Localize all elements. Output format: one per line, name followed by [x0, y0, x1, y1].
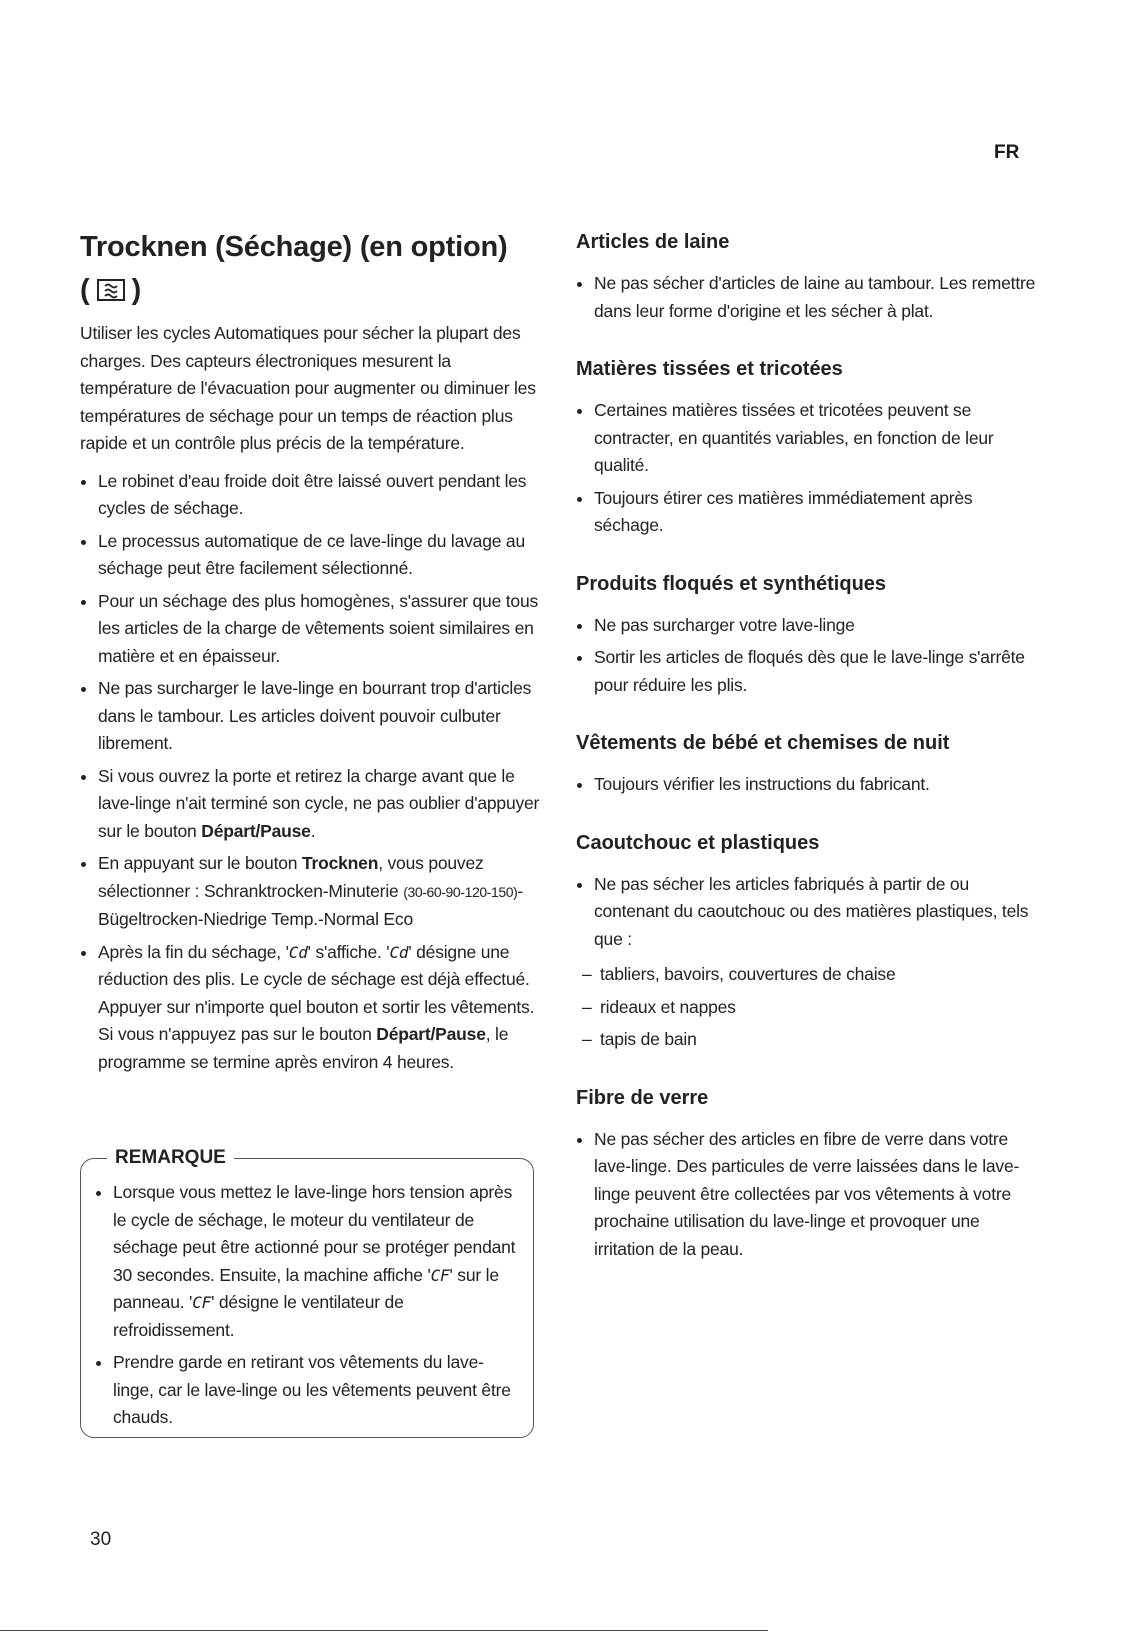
language-label: FR	[994, 142, 1020, 163]
text-run: ' désigne le ventilateur de refroidissement.	[113, 1292, 404, 1340]
display-code-cf: CF	[192, 1293, 212, 1312]
text-run: Après la fin du séchage, '	[98, 941, 289, 962]
note-box	[80, 1147, 534, 1438]
rubber-examples	[576, 961, 1036, 1054]
display-code-cf: CF	[430, 1265, 450, 1285]
list-item	[95, 1179, 523, 1344]
dry-program-icon	[96, 277, 126, 303]
symbol-open-paren: (	[80, 274, 90, 306]
text-run: ' s'affiche. '	[307, 941, 390, 962]
text-run: Si vous ouvrez la porte et retirez la charge avant que le lave-linge n'ait terminé son cycle, ne pas oublier d'appuyer sur le bouton	[98, 765, 540, 841]
dry-symbol-line	[80, 272, 540, 308]
list-item	[80, 939, 540, 1077]
trocknen-label: Trocknen	[301, 853, 379, 873]
list-item: Sortir les articles de floqués dès que le lave-linge s'arrête pour réduire les plis.	[576, 644, 1036, 699]
bottom-rule	[0, 1630, 768, 1631]
list-item	[80, 763, 540, 846]
section-knits	[576, 355, 1036, 540]
text-run: ' sur le panneau. '	[113, 1264, 499, 1312]
section-heading: Articles de laine	[576, 231, 730, 253]
start-pause-label: Départ/Pause	[201, 820, 311, 841]
timer-options: (30-60-90-120-150)	[403, 883, 518, 900]
note-bullets	[81, 1179, 533, 1432]
note-title: REMARQUE	[107, 1146, 234, 1170]
text-run: En appuyant sur le bouton	[98, 853, 302, 873]
text-run: -Bügeltrocken-Niedrige Temp.-Normal Eco	[98, 880, 524, 929]
symbol-close-paren: )	[131, 274, 142, 306]
section-heading: Fibre de verre	[576, 1086, 709, 1109]
drying-bullets	[80, 468, 540, 1077]
right-column	[576, 228, 1036, 1293]
section-heading: Matières tissées et tricotées	[576, 358, 843, 380]
list-item: – tapis de bain	[576, 1026, 1036, 1054]
text-run: , le programme se termine après environ 4 heures.	[98, 1024, 509, 1072]
list-item: Le processus automatique de ce lave-linge du lavage au séchage peut être facilement sélectionné.	[80, 528, 540, 583]
list-item: – tabliers, bavoirs, couvertures de chaise	[576, 961, 1036, 989]
list-item: Ne pas sécher des articles en fibre de verre dans votre lave-linge. Des particules de verre laissées dans le lave-linge peuvent être collectées par vos vêtements à votre prochaine utilisation du lave-linge et provoquer une irritation de la peau.	[576, 1126, 1036, 1264]
display-code-cd: Cd	[389, 942, 409, 962]
intro-paragraph: Utiliser les cycles Automatiques pour sécher la plupart des charges. Des capteurs électroniques mesurent la température de l'évacuation pour augmenter ou diminuer les températures de séchage pour un temps de réaction plus rapide et un contrôle plus précis de la température.	[80, 323, 536, 453]
section-title: Trocknen (Séchage) (en option)	[80, 231, 508, 263]
list-item: Ne pas sécher d'articles de laine au tambour. Les remettre dans leur forme d'origine et les sécher à plat.	[576, 270, 1036, 325]
list-item: – rideaux et nappes	[576, 994, 1036, 1022]
section-heading: Produits floqués et synthétiques	[576, 572, 887, 595]
text-run: ' désigne une réduction des plis. Le cycle de séchage est déjà effectué. Appuyer sur n'importe quel bouton et sortir les vêtements. Si vous n'appuyez pas sur le bouton	[98, 941, 535, 1044]
section-wool	[576, 228, 1036, 325]
start-pause-label: Départ/Pause	[376, 1024, 486, 1044]
section-flocked	[576, 570, 1036, 700]
section-rubber	[576, 829, 1036, 1054]
list-item: Le robinet d'eau froide doit être laissé ouvert pendant les cycles de séchage.	[80, 468, 540, 523]
list-item: Certaines matières tissées et tricotées peuvent se contracter, en quantités variables, en fonction de leur qualité.	[576, 397, 1036, 480]
section-heading: Caoutchouc et plastiques	[576, 831, 820, 854]
list-item: Ne pas surcharger votre lave-linge	[576, 612, 1036, 640]
left-column	[80, 228, 540, 1081]
text-run: .	[310, 820, 316, 841]
list-item	[80, 850, 540, 934]
list-item: Pour un séchage des plus homogènes, s'assurer que tous les articles de la charge de vêtements soient similaires en matière et en épaisseur.	[80, 588, 540, 671]
text-run: , vous pouvez sélectionner : Schranktrocken-Minuterie	[98, 853, 484, 901]
list-item: Toujours vérifier les instructions du fabricant.	[576, 771, 1036, 799]
display-code-cd: Cd	[288, 942, 308, 962]
page-number: 30	[90, 1529, 112, 1550]
text-run: Lorsque vous mettez le lave-linge hors tension après le cycle de séchage, le moteur du ventilateur de séchage peut être actionné pour se protéger pendant 30 secondes. Ensuite, la machine affiche '	[113, 1182, 516, 1285]
list-item: Toujours étirer ces matières immédiatement après séchage.	[576, 485, 1036, 540]
section-fiberglass	[576, 1084, 1036, 1264]
list-item: Ne pas sécher les articles fabriqués à partir de ou contenant du caoutchouc ou des matières plastiques, tels que :	[576, 871, 1036, 954]
section-heading: Vêtements de bébé et chemises de nuit	[576, 732, 950, 754]
section-baby	[576, 729, 1036, 799]
list-item: Prendre garde en retirant vos vêtements du lave-linge, car le lave-linge ou les vêtements peuvent être chauds.	[95, 1349, 523, 1432]
list-item: Ne pas surcharger le lave-linge en bourrant trop d'articles dans le tambour. Les articles doivent pouvoir culbuter librement.	[80, 675, 540, 758]
